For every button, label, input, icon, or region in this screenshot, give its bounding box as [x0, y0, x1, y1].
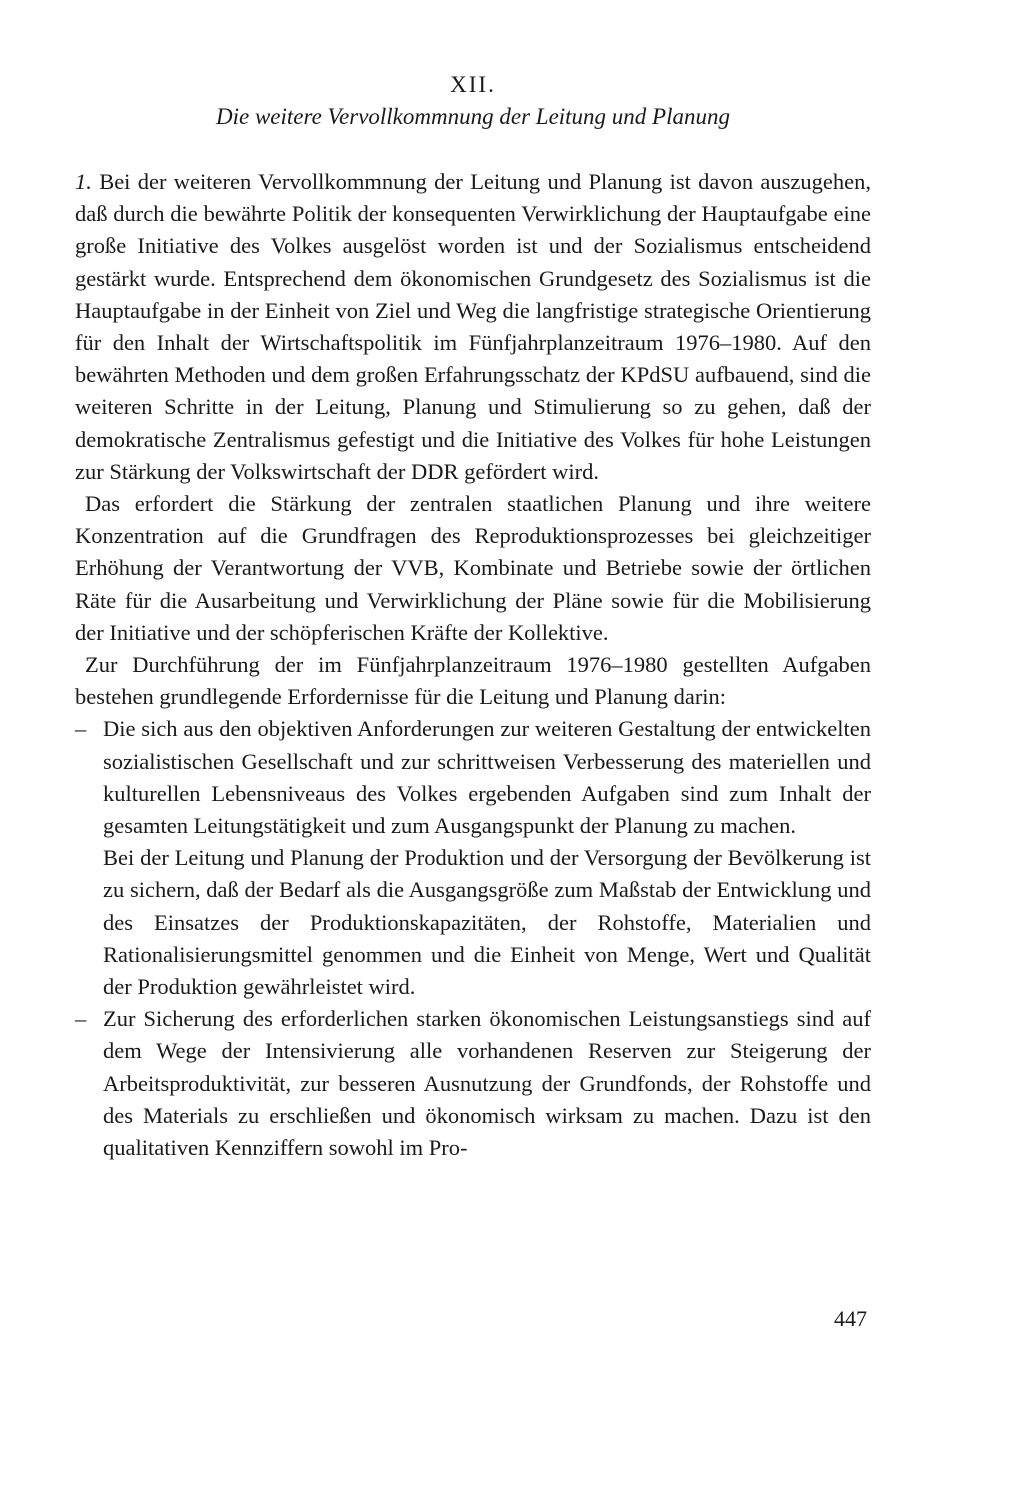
bullet-dash: – — [75, 716, 87, 742]
bullet-1-continuation: Bei der Leitung und Planung der Produktion und der Versorgung der Bevölkerung ist zu sichern, daß der Bedarf als die Ausgangsgröße zum Maßstab der Entwicklung und des Einsatzes der Produktionskapazitäten, der Rohstoffe, Materialien und Rationalisierungsmittel genommen und die Einheit von Menge, Wert und Qualität der Produktion gewährleistet wird. — [103, 845, 871, 1000]
bullet-2-text: Zur Sicherung des erforderlichen starken ökonomischen Leistungsanstiegs sind auf dem Wege der Intensivierung alle vorhandenen Reserven zur Steigerung der Arbeitsproduktivität, zur besseren Ausnutzung der Grundfonds, der Rohstoffe und des Materials zu erschließen und ökonomisch wirksam zu machen. Dazu ist den qualitativen Kennziffern sowohl im Pro- — [103, 1006, 871, 1161]
page-number: 447 — [834, 1306, 867, 1331]
chapter-title: Die weitere Vervollkommnung der Leitung und Planung — [215, 104, 730, 129]
body-text — [75, 166, 871, 1164]
section-number: 1. — [75, 169, 92, 194]
bullet-item-2 — [75, 1003, 871, 1164]
chapter-number: XII. — [450, 72, 496, 97]
book-page — [75, 0, 871, 1493]
bullet-1-text: Die sich aus den objektiven Anforderungen zur weiteren Gestaltung der entwickelten sozialistischen Gesellschaft und zur schrittweisen Verbesserung des materiellen und kulturellen Lebensniveaus des Volkes ergebenden Aufgaben sind zum Inhalt der gesamten Leitungstätigkeit und zum Ausgangspunkt der Planung zu machen. — [103, 716, 871, 839]
paragraph-2: Das erfordert die Stärkung der zentralen staatlichen Planung und ihre weitere Konzentration auf die Grundfragen des Reproduktionsprozesses bei gleichzeitiger Erhöhung der Verantwortung der VVB, Kombinate und Betriebe sowie der örtlichen Räte für die Ausarbeitung und Verwirklichung der Pläne sowie für die Mobilisierung der Initiative und der schöpferischen Kräfte der Kollektive. — [75, 491, 871, 645]
bullet-dash: – — [75, 1006, 87, 1032]
section-1-text: Bei der weiteren Vervollkommnung der Leitung und Planung ist davon auszugehen, daß durch die bewährte Politik der konsequenten Verwirklichung der Hauptaufgabe eine große Initiative des Volkes ausgelöst worden ist und der Sozialismus entscheidend gestärkt wurde. Entsprechend dem ökonomischen Grundgesetz des Sozialismus ist die Hauptaufgabe in der Einheit von Ziel und Weg die langfristige strategische Orientierung für den Inhalt der Wirtschaftspolitik im Fünfjahrplanzeitraum 1976–1980. Auf den bewährten Methoden und dem großen Erfahrungsschatz der KPdSU aufbauend, sind die weiteren Schritte in der Leitung, Planung und Stimulierung so zu gehen, daß der demokratische Zentralismus gefestigt und die Initiative des Volkes für hohe Leistungen zur Stärkung der Volkswirtschaft der DDR gefördert wird. — [75, 169, 872, 484]
paragraph-3: Zur Durchführung der im Fünfjahrplanzeitraum 1976–1980 gestellten Aufgaben bestehen grundlegende Erfordernisse für die Leitung und Planung darin: — [75, 652, 871, 710]
bullet-item-1 — [75, 713, 871, 842]
paragraph-section-1 — [75, 166, 871, 488]
